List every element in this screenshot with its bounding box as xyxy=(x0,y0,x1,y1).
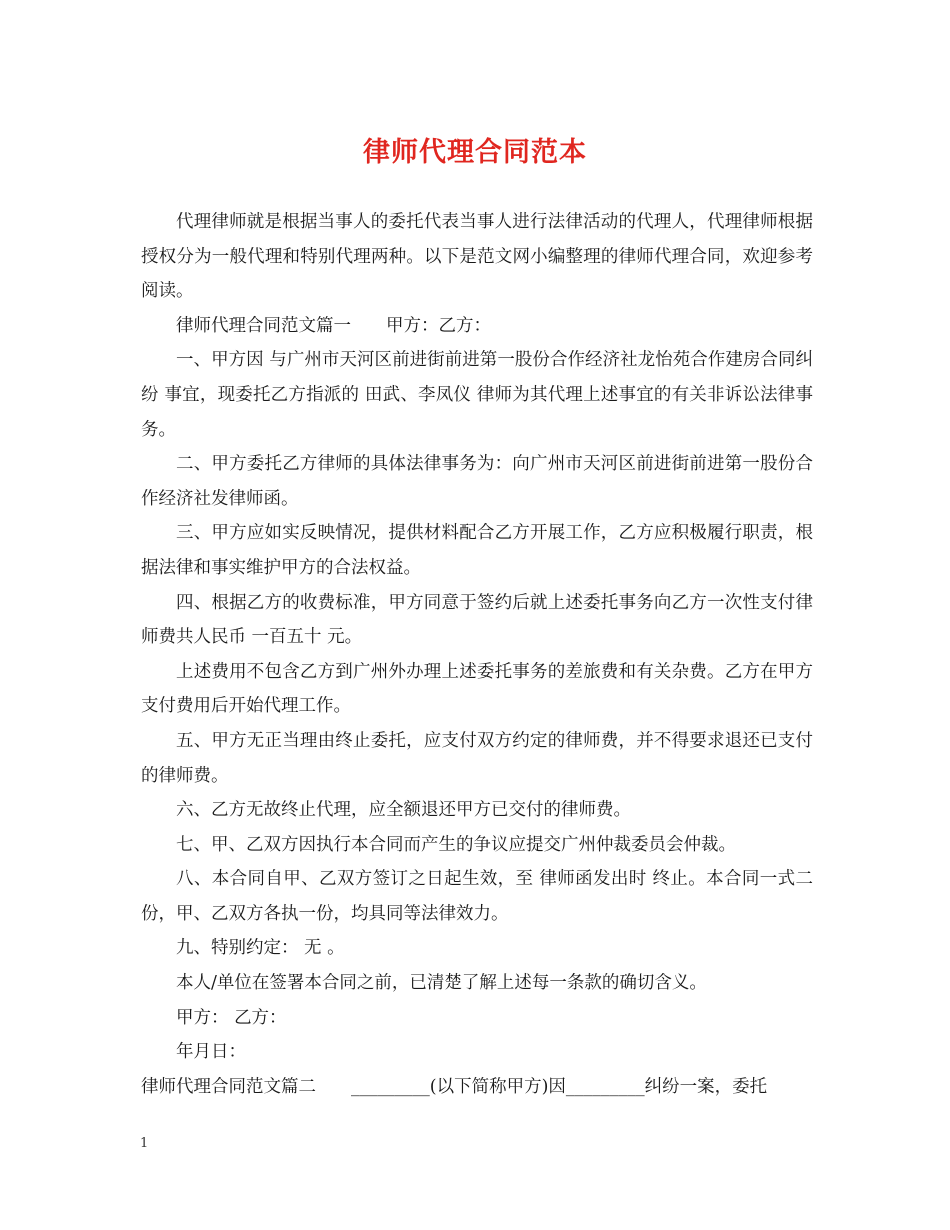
paragraph-clause-8: 八、本合同自甲、乙双方签订之日起生效，至 律师函发出时 终止。本合同一式二份，甲、乙双方各执一份，均具同等法律效力。 xyxy=(141,869,813,924)
paragraph-clause-9: 九、特别约定： 无 。 xyxy=(176,938,345,959)
paragraph-clause-4: 四、根据乙方的收费标准，甲方同意于签约后就上述委托事务向乙方一次性支付律师费共人民币 一百五十 元。 xyxy=(141,592,813,648)
paragraph-intro: 代理律师就是根据当事人的委托代表当事人进行法律活动的代理人，代理律师根据授权分为一般代理和特别代理两种。以下是范文网小编整理的律师代理合同，欢迎参考阅读。 xyxy=(141,212,813,302)
paragraph-signatures: 甲方： 乙方： xyxy=(176,1007,287,1028)
paragraph-section-one-heading: 律师代理合同范文篇一 甲方：乙方： xyxy=(176,315,491,336)
page-number: 1 xyxy=(140,1136,149,1151)
paragraph-clause-7: 七、甲、乙双方因执行本合同而产生的争议应提交广州仲裁委员会仲裁。 xyxy=(176,834,736,855)
paragraph-fee-note: 上述费用不包含乙方到广州外办理上述委托事务的差旅费和有关杂费。乙方在甲方支付费用后开始代理工作。 xyxy=(141,661,813,717)
paragraph-clause-1: 一、甲方因 与广州市天河区前进街前进第一股份合作经济社龙怡苑合作建房合同纠纷 事宜，现委托乙方指派的 田武、李凤仪 律师为其代理上述事宜的有关非诉讼法律事务。 xyxy=(141,350,813,440)
paragraph-clause-3: 三、甲方应如实反映情况，提供材料配合乙方开展工作，乙方应积极履行职责，根据法律和事实维护甲方的合法权益。 xyxy=(141,523,813,578)
paragraph-date: 年月日： xyxy=(176,1042,246,1063)
paragraph-clause-6: 六、乙方无故终止代理，应全额退还甲方已交付的律师费。 xyxy=(176,800,631,821)
document-body xyxy=(141,205,813,1104)
document-title: 律师代理合同范本 xyxy=(363,137,587,168)
paragraph-clause-2: 二、甲方委托乙方律师的具体法律事务为：向广州市天河区前进街前进第一股份合作经济社发律师函。 xyxy=(141,454,813,509)
paragraph-clause-5: 五、甲方无正当理由终止委托，应支付双方约定的律师费，并不得要求退还已支付的律师费。 xyxy=(141,730,813,786)
paragraph-acknowledgement: 本人/单位在签署本合同之前，已清楚了解上述每一条款的确切含义。 xyxy=(176,973,707,994)
paragraph-section-two-start: 律师代理合同范文篇二 _________(以下简称甲方)因_________纠纷一案，委托 xyxy=(141,1076,768,1097)
